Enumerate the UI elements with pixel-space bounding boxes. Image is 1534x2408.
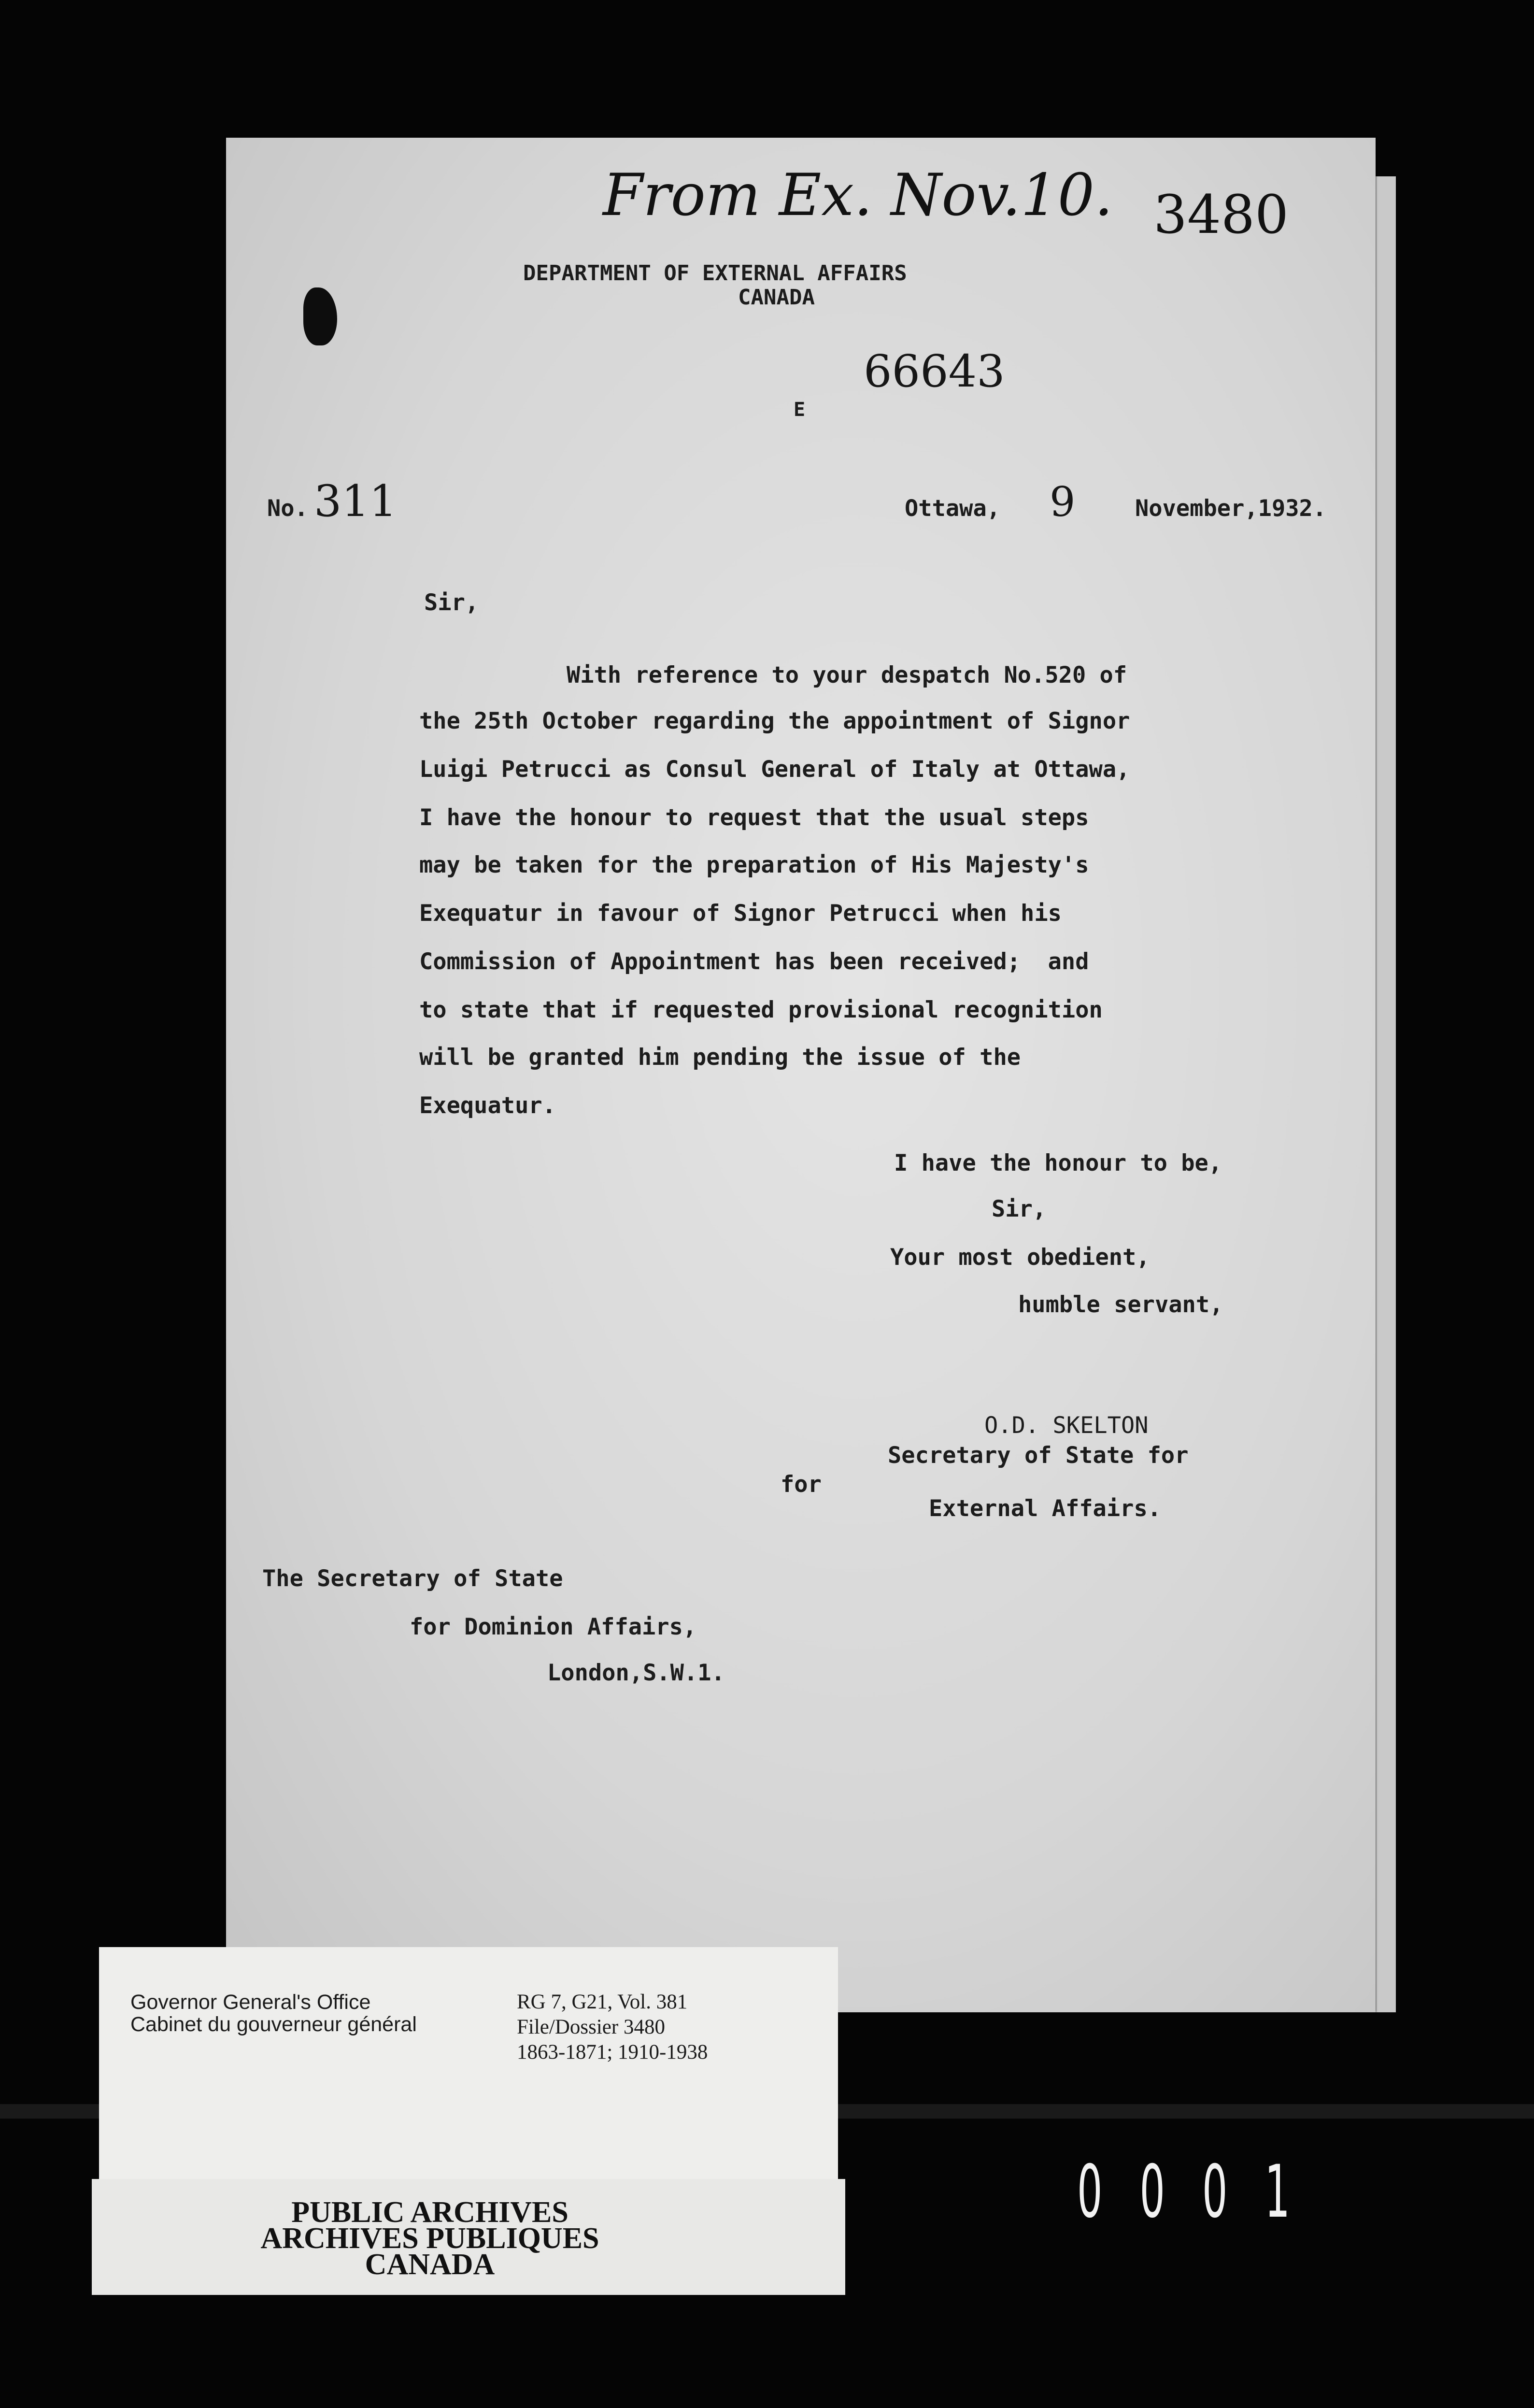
closing-line: Your most obedient, <box>890 1244 1150 1271</box>
body-line: the 25th October regarding the appointment of Signor <box>419 708 1130 734</box>
body-line: I have the honour to request that the usual steps <box>419 804 1089 831</box>
department-line1: DEPARTMENT OF EXTERNAL AFFAIRS <box>523 261 907 286</box>
despatch-number: 311 <box>314 476 397 527</box>
signer-title-line2: External Affairs. <box>929 1495 1162 1522</box>
body-line: to state that if requested provisional recognition <box>419 997 1103 1023</box>
frame-number: 0001 <box>1077 2150 1327 2234</box>
body-line: With reference to your despatch No.520 of <box>567 662 1127 688</box>
public-archives-banner <box>92 2179 845 2295</box>
body-line: may be taken for the preparation of His Majesty's <box>419 852 1089 878</box>
banner-line2: ARCHIVES PUBLIQUES <box>260 2222 599 2255</box>
register-stamp: 66643 <box>864 345 1005 397</box>
banner-line1: PUBLIC ARCHIVES <box>291 2196 568 2229</box>
addressee-line: The Secretary of State <box>262 1565 563 1592</box>
record-group: RG 7, G21, Vol. 381 <box>517 1991 688 2013</box>
signer-title-line1: Secretary of State for <box>888 1442 1189 1469</box>
closing-line: Sir, <box>992 1196 1047 1222</box>
office-french: Cabinet du gouverneur général <box>130 2013 417 2036</box>
handwritten-note: From Ex. Nov.10. <box>603 162 1113 229</box>
body-line: Exequatur. <box>419 1092 556 1119</box>
day: 9 <box>1050 478 1076 526</box>
date-range: 1863-1871; 1910-1938 <box>517 2041 708 2064</box>
file-number: 3480 <box>1153 184 1289 245</box>
letter-page <box>226 138 1376 2012</box>
closing-line: humble servant, <box>1018 1291 1223 1318</box>
department-line2: CANADA <box>738 285 815 310</box>
salutation: Sir, <box>424 589 479 616</box>
number-prefix: No. <box>267 495 308 522</box>
body-line: Luigi Petrucci as Consul General of Italy at Ottawa, <box>419 756 1130 783</box>
archive-reference-label <box>99 1947 838 2181</box>
body-line: will be granted him pending the issue of the <box>419 1044 1021 1071</box>
signer-name: O.D. SKELTON <box>984 1412 1149 1439</box>
signer-for: for <box>781 1471 822 1498</box>
addressee-line: for Dominion Affairs, <box>410 1614 697 1640</box>
office-english: Governor General's Office <box>130 1991 371 2014</box>
body-line: Commission of Appointment has been received; and <box>419 948 1089 975</box>
month-year: November,1932. <box>1135 495 1327 522</box>
class-letter: E <box>794 399 806 421</box>
closing-line: I have the honour to be, <box>894 1150 1222 1176</box>
banner-line3: CANADA <box>365 2248 495 2281</box>
body-line: Exequatur in favour of Signor Petrucci when his <box>419 900 1062 927</box>
ink-blot <box>303 287 337 345</box>
file-dossier: File/Dossier 3480 <box>517 2016 665 2038</box>
place: Ottawa, <box>905 495 1001 522</box>
addressee-line: London,S.W.1. <box>547 1660 725 1686</box>
